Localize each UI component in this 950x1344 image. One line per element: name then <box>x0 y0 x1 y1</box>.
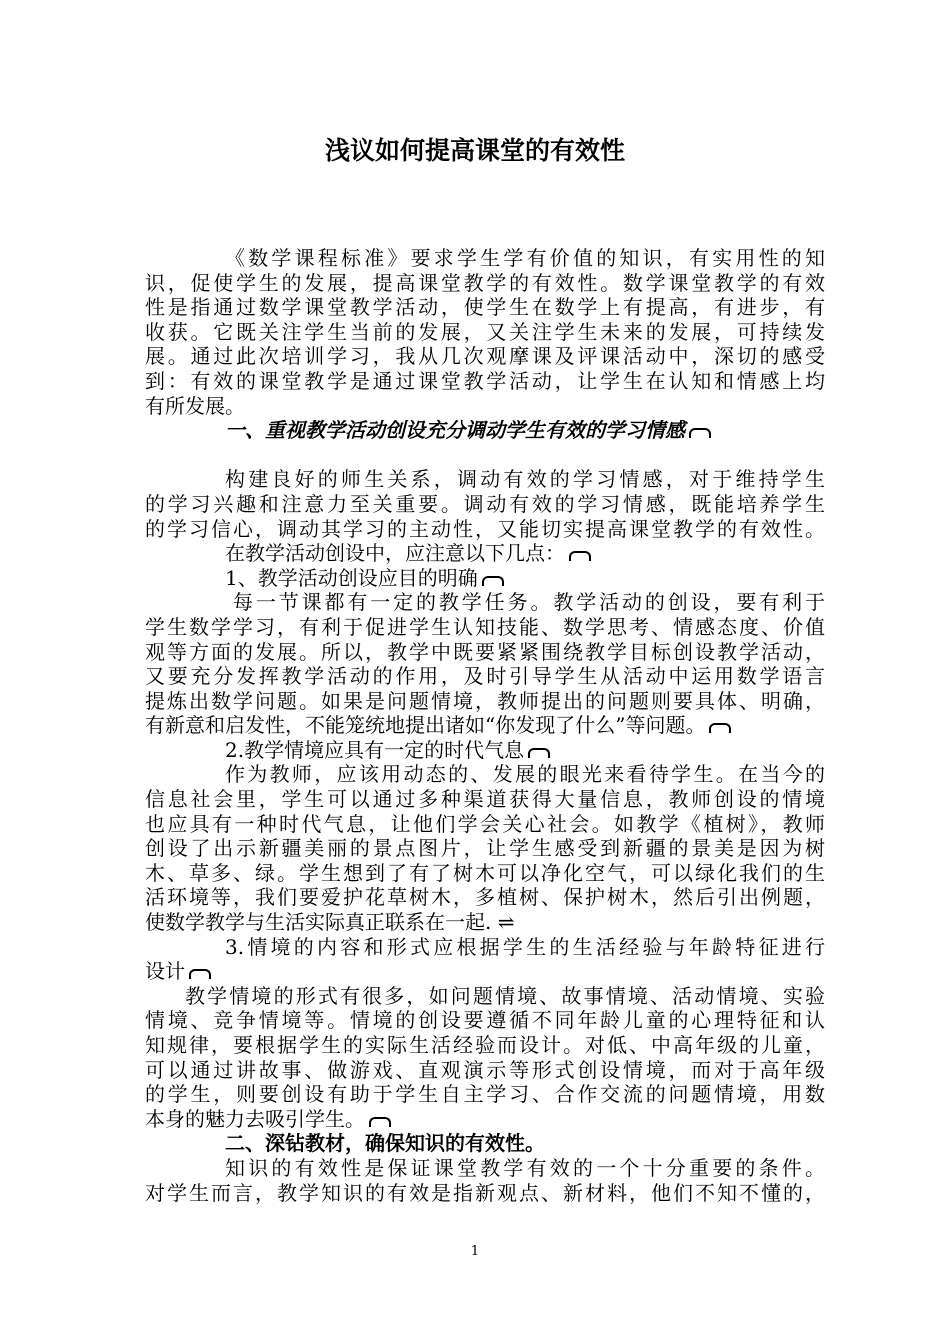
text-line <box>145 713 825 738</box>
text-line <box>145 369 825 394</box>
text-line-content: 观等方面的发展。所以，教学中既要紧紧围绕教学目标创设教学活动， <box>145 639 825 664</box>
text-line-content: 《数学课程标准》要求学生学有价值的知识，有实用性的知 <box>225 246 825 270</box>
paragraph-mark-icon <box>369 1117 391 1127</box>
text-line-content: 构建良好的师生关系，调动有效的学习情感，对于维持学生 <box>225 467 825 492</box>
text-line-content: 作为教师，应该用动态的、发展的眼光来看待学生。在当今的 <box>225 762 825 787</box>
text-line <box>145 738 825 763</box>
text-line <box>145 394 825 419</box>
paragraph-mark-icon <box>528 748 550 758</box>
text-line-content: 提炼出数学问题。如果是问题情境，教师提出的问题则要具体、明确， <box>145 688 825 713</box>
text-line-content: 知规律，要根据学生的实际生活经验而设计。对低、中高年级的儿童， <box>145 1033 825 1057</box>
text-line <box>145 984 825 1009</box>
text-line-content: 设计 <box>145 959 185 984</box>
paragraph-mark-icon <box>569 551 591 561</box>
text-line <box>145 590 825 615</box>
text-line-content: 情境、竞争情境等。情境的创设要遵循不同年龄儿童的心理特征和认 <box>145 1008 825 1033</box>
paragraph-mark-icon <box>189 969 211 979</box>
text-line-content: 知识的有效性是保证课堂教学有效的一个十分重要的条件。 <box>225 1155 825 1180</box>
text-line <box>145 246 825 271</box>
paragraph-mark-icon <box>709 723 731 733</box>
text-line-content: 本身的魅力去吸引学生。 <box>145 1106 365 1131</box>
text-line <box>145 320 825 345</box>
text-line-content: 学生数学学习，有利于促进学生认知技能、数学思考、情感态度、价值 <box>145 614 825 639</box>
text-line-content: 二、深钻教材，确保知识的有效性。 <box>225 1131 545 1156</box>
text-line <box>145 935 825 960</box>
text-line <box>145 1156 825 1181</box>
text-line-content: 有所发展。 <box>145 393 245 418</box>
text-line <box>145 959 825 984</box>
paragraph-mark-icon <box>482 576 504 586</box>
text-line-content: 可以通过讲故事、做游戏、直观演示等形式创设情境，而对于高年级 <box>145 1057 825 1082</box>
text-line <box>145 787 825 812</box>
text-line <box>145 1058 825 1083</box>
text-line-content: 的学习兴趣和注意力至关重要。调动有效的学习情感，既能培养学生 <box>145 491 825 516</box>
text-line-content: 活环境等，我们要爱护花草树木，多植树、保护树木，然后引出例题， <box>145 885 825 910</box>
text-line-content: 的学生，则要创设有助于学生自主学习、合作交流的问题情境，用数 <box>145 1082 825 1107</box>
text-line <box>145 566 825 591</box>
text-line-content: 识，促使学生的发展，提高课堂教学的有效性。数学课堂教学的有效 <box>145 270 825 295</box>
text-line-content: 每一节课都有一定的教学任务。教学活动的创设，要有利于 <box>233 590 825 615</box>
text-line-content: 在教学活动创设中，应注意以下几点： <box>225 541 565 566</box>
document-title: 浅议如何提高课堂的有效性 <box>324 136 625 165</box>
text-line-content: 2.教学情境应具有一定的时代气息 <box>225 737 525 762</box>
text-line-content: 木、草多、绿。学生想到了有了树木可以净化空气，可以绿化我们的生 <box>145 860 825 885</box>
text-line-content: 的学习信心，调动其学习的主动性，又能切实提高课堂教学的有效性。 <box>145 516 825 541</box>
text-line-content: 使数学教学与生活实际真正联系在一起. ⇌ <box>145 910 515 935</box>
text-line-content: 1、教学活动创设应目的明确 <box>225 565 478 590</box>
text-line <box>145 418 825 443</box>
text-line-content: 一、重视教学活动创设充分调动学生有效的学习情感 <box>225 418 685 443</box>
text-line-content: 到：有效的课堂教学是通过课堂教学活动，让学生在认知和情感上均 <box>145 368 825 393</box>
text-line <box>145 517 825 542</box>
text-line <box>145 443 825 468</box>
text-line <box>145 689 825 714</box>
text-line-content: 教学情境的形式有很多，如问题情境、故事情境、活动情境、实验 <box>185 983 825 1008</box>
text-line <box>145 861 825 886</box>
text-line-content: 展。通过此次培训学习，我从几次观摩课及评课活动中，深切的感受 <box>145 344 825 369</box>
text-line-content: 对学生而言，教学知识的有效是指新观点、新材料，他们不知不懂的， <box>145 1180 825 1205</box>
text-line <box>145 885 825 910</box>
text-line <box>145 1082 825 1107</box>
text-line <box>145 664 825 689</box>
text-line <box>145 1107 825 1132</box>
text-line <box>145 467 825 492</box>
text-line-content: 创设了出示新疆美丽的景点图片，让学生感受到新疆的景美是因为树 <box>145 836 825 861</box>
text-line <box>145 762 825 787</box>
text-line-content: 也应具有一种时代气息，让他们学会关心社会。如教学《植树》，教师 <box>145 811 825 836</box>
text-line <box>145 1131 825 1156</box>
text-line <box>145 640 825 665</box>
text-line-content: 收获。它既关注学生当前的发展，又关注学生未来的发展，可持续发 <box>145 319 825 344</box>
text-line <box>145 836 825 861</box>
text-line <box>145 1033 825 1058</box>
text-line <box>145 271 825 296</box>
text-line <box>145 615 825 640</box>
text-line <box>145 295 825 320</box>
text-line <box>145 344 825 369</box>
text-line <box>145 541 825 566</box>
text-line-content: 有新意和启发性，不能笼统地提出诸如“你发现了什么”等问题。 <box>145 713 706 738</box>
text-line <box>145 812 825 837</box>
text-line-content: 3.情境的内容和形式应根据学生的生活经验与年龄特征进行 <box>225 934 825 959</box>
text-line-content: 又要充分发挥教学活动的作用，及时引导学生从活动中运用数学语言 <box>145 664 825 689</box>
text-line <box>145 910 825 935</box>
text-line-content: 性是指通过数学课堂教学活动，使学生在数学上有提高，有进步，有 <box>145 295 825 320</box>
text-line <box>145 492 825 517</box>
document-body <box>145 246 825 1205</box>
text-line <box>145 1181 825 1206</box>
text-line-content: 信息社会里，学生可以通过多种渠道获得大量信息，教师创设的情境 <box>145 787 825 812</box>
paragraph-mark-icon <box>689 428 711 438</box>
text-line <box>145 1008 825 1033</box>
page-number: 1 <box>470 1244 480 1259</box>
